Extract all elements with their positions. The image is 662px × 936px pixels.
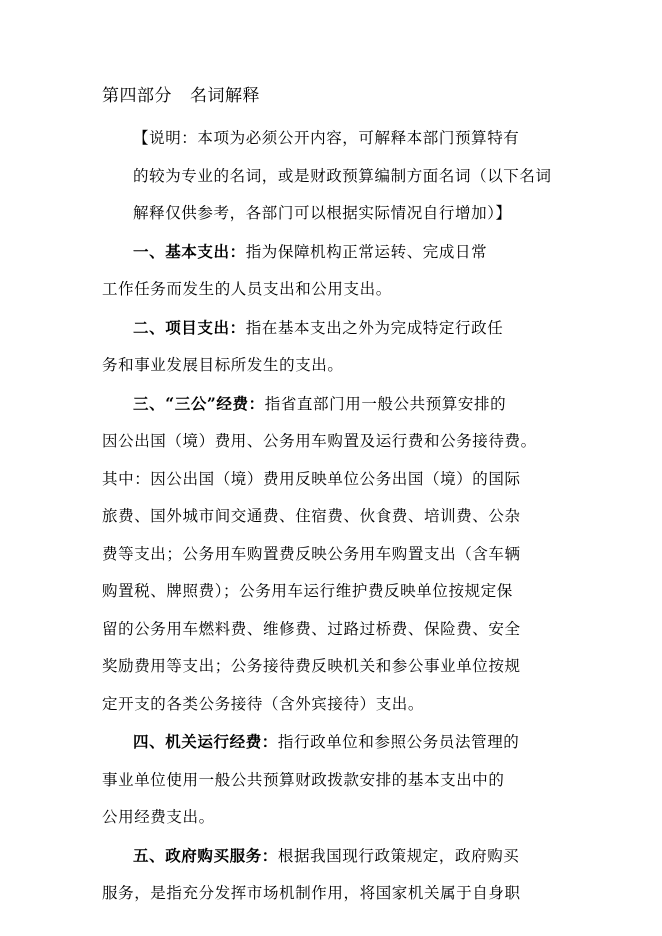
term-heading: 四、机关运行经费： <box>133 732 278 751</box>
section-number: 第四部分 <box>102 86 172 106</box>
note-paragraph <box>102 120 564 233</box>
term-agency-operating-funds <box>102 723 564 837</box>
term-text: 指行政单位和参照公务员法管理的 <box>277 733 520 751</box>
term-text: 公用经费支出。 <box>102 808 215 826</box>
document-body <box>102 120 564 913</box>
note-line: 的较为专业的名词，或是财政预算编制方面名词（以下名词 <box>133 166 552 185</box>
term-text: 购置税、牌照费）；公务用车运行维护费反映单位按规定保 <box>102 582 513 600</box>
section-title: 名词解释 <box>190 86 260 106</box>
term-text: 工作任务而发生的人员支出和公用支出。 <box>102 280 392 298</box>
term-text: 事业单位使用一般公共预算财政拨款安排的基本支出中的 <box>102 770 505 789</box>
term-text: 其中：因公出国（境）费用反映单位公务出国（境）的国际 <box>102 469 521 488</box>
term-three-public-funds <box>102 385 564 724</box>
term-project-expenditure <box>102 309 564 385</box>
term-text: 留的公务用车燃料费、维修费、过路过桥费、保险费、安全 <box>102 619 521 638</box>
term-text: 指在基本支出之外为完成特定行政任 <box>245 318 504 337</box>
term-text: 指为保障机构正常运转、完成日常 <box>245 242 488 261</box>
term-text: 根据我国现行政策规定，政府购买 <box>277 846 520 865</box>
term-text: 定开支的各类公务接待（含外宾接待）支出。 <box>102 694 425 713</box>
term-text: 服务，是指充分发挥市场机制作用，将国家机关属于自身职 <box>102 884 521 902</box>
term-text: 费等支出；公务用车购置费反映公务用车购置支出（含车辆 <box>102 544 521 563</box>
term-heading: 一、基本支出： <box>133 241 246 261</box>
note-line: 解释仅供参考，各部门可以根据实际情况自行增加）】 <box>133 204 512 222</box>
term-text: 奖励费用等支出；公务接待费反映机关和参公事业单位按规 <box>102 657 521 675</box>
note-line: 【说明：本项为必须公开内容，可解释本部门预算特有 <box>133 129 520 147</box>
term-text: 旅费、国外城市间交通费、住宿费、伙食费、培训费、公杂 <box>102 507 521 525</box>
term-heading: 五、政府购买服务： <box>133 845 278 865</box>
term-government-procurement-services <box>102 837 564 913</box>
term-text: 因公出国（境）费用、公务用车购置及运行费和公务接待费。 <box>102 432 537 450</box>
term-text: 指省直部门用一般公共预算安排的 <box>264 394 507 413</box>
term-basic-expenditure <box>102 233 564 309</box>
term-text: 务和事业发展目标所发生的支出。 <box>102 356 344 374</box>
term-heading: 三、“三公”经费： <box>133 393 265 413</box>
term-heading: 二、项目支出： <box>133 317 246 337</box>
section-heading <box>102 84 260 108</box>
